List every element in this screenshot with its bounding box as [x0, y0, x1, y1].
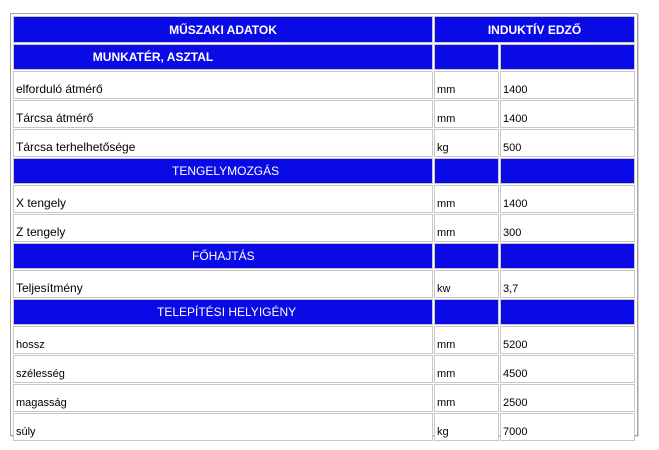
table-row [13, 185, 635, 213]
row-label: elforduló átmérő [13, 71, 433, 99]
row-label: súly [13, 413, 433, 441]
section-blank [500, 299, 635, 325]
section-blank [500, 243, 635, 269]
section-title: TELEPÍTÉSI HELYIGÉNY [13, 299, 433, 325]
row-unit: mm [434, 100, 499, 128]
row-unit: mm [434, 71, 499, 99]
section-blank [434, 243, 499, 269]
row-label: Z tengely [13, 214, 433, 242]
spec-table-frame [10, 13, 638, 436]
row-label: Tárcsa terhelhetősége [13, 129, 433, 157]
section-blank [500, 158, 635, 184]
row-value: 1400 [500, 100, 635, 128]
table-header-row [13, 16, 635, 43]
table-row [13, 326, 635, 354]
row-label: szélesség [13, 355, 433, 383]
row-value: 2500 [500, 384, 635, 412]
row-value: 1400 [500, 185, 635, 213]
row-unit: mm [434, 326, 499, 354]
section-header-row [13, 243, 635, 269]
row-unit: mm [434, 384, 499, 412]
section-blank [434, 299, 499, 325]
row-value: 1400 [500, 71, 635, 99]
row-label: hossz [13, 326, 433, 354]
row-label: X tengely [13, 185, 433, 213]
table-row [13, 355, 635, 383]
row-value: 7000 [500, 413, 635, 441]
header-machine: INDUKTÍV EDZŐ [434, 16, 635, 43]
row-unit: kw [434, 270, 499, 298]
section-header-row [13, 44, 635, 70]
row-unit: mm [434, 355, 499, 383]
section-blank [434, 44, 499, 70]
section-header-row [13, 158, 635, 184]
row-value: 5200 [500, 326, 635, 354]
row-unit: mm [434, 214, 499, 242]
row-label: magasság [13, 384, 433, 412]
row-unit: mm [434, 185, 499, 213]
table-row [13, 214, 635, 242]
row-label: Teljesítmény [13, 270, 433, 298]
row-unit: kg [434, 413, 499, 441]
row-value: 300 [500, 214, 635, 242]
section-title: FŐHAJTÁS [13, 243, 433, 269]
section-blank [434, 158, 499, 184]
table-row [13, 413, 635, 441]
row-label: Tárcsa átmérő [13, 100, 433, 128]
header-spec: MŰSZAKI ADATOK [13, 16, 433, 43]
row-value: 500 [500, 129, 635, 157]
section-title: MUNKATÉR, ASZTAL [13, 44, 433, 70]
table-row [13, 129, 635, 157]
section-header-row [13, 299, 635, 325]
table-row [13, 71, 635, 99]
row-value: 4500 [500, 355, 635, 383]
table-row [13, 270, 635, 298]
table-row [13, 384, 635, 412]
section-blank [500, 44, 635, 70]
row-unit: kg [434, 129, 499, 157]
section-title: TENGELYMOZGÁS [13, 158, 433, 184]
row-value: 3,7 [500, 270, 635, 298]
table-row [13, 100, 635, 128]
spec-table [12, 15, 636, 442]
